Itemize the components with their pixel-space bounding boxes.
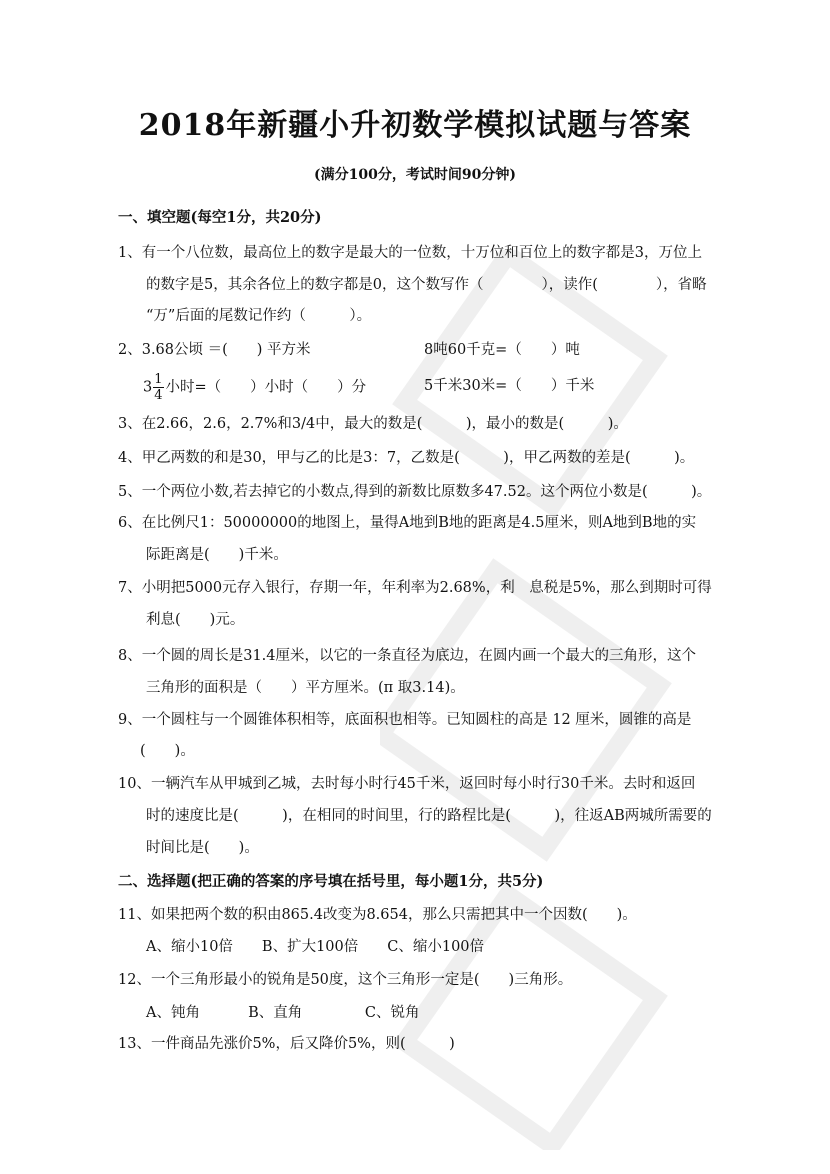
question-11: 11、如果把两个数的积由865.4改变为8.654，那么只需把其中一个因数( )。 — [118, 907, 637, 923]
question-10-line-3: 时间比是( )。 — [146, 840, 259, 856]
question-2-part-b: 8吨60千克=（ ）吨 — [424, 342, 580, 358]
question-8-line-1: 8、一个圆的周长是31.4厘米，以它的一条直径为底边，在圆内画一个最大的三角形，这个 — [118, 648, 697, 664]
question-13: 13、一件商品先涨价5%，后又降价5%，则( ) — [118, 1036, 455, 1052]
question-2-part-c — [143, 372, 366, 403]
question-11-options: A、缩小10倍 B、扩大100倍 C、缩小100倍 — [146, 939, 485, 955]
section-heading-choice: 二、选择题(把正确的答案的序号填在括号里，每小题1分，共5分) — [118, 873, 544, 890]
fraction: $\frac{1}{4}$ — [154, 372, 163, 403]
question-2-part-c-text: 小时=（ ）小时（ ）分 — [165, 379, 367, 396]
question-3: 3、在2.66，2.6，2.7%和3/4中，最大的数是( )，最小的数是( )。 — [118, 416, 628, 432]
section-heading-fill-in: 一、填空题(每空1分，共20分) — [118, 209, 322, 226]
question-5: 5、一个两位小数,若去掉它的小数点,得到的新数比原数多47.52。这个两位小数是( )。 — [118, 484, 712, 500]
question-1-line-1: 1、有一个八位数，最高位上的数字是最大的一位数，十万位和百位上的数字都是3，万位上 — [118, 245, 702, 261]
question-9-line-1: 9、一个圆柱与一个圆锥体积相等，底面积也相等。已知圆柱的高是 12 厘米，圆锥的高是 — [118, 712, 692, 728]
question-6-line-2: 际距离是( )千米。 — [146, 547, 288, 563]
question-7-line-1: 7、小明把5000元存入银行，存期一年，年利率为2.68%，利 息税是5%，那么到期时可得 — [118, 580, 712, 596]
question-2-part-d: 5千米30米=（ ）千米 — [424, 378, 595, 394]
page-subtitle: (满分100分，考试时间90分钟) — [314, 167, 516, 183]
question-12-options: A、钝角 B、直角 C、锐角 — [146, 1005, 420, 1021]
question-12: 12、一个三角形最小的锐角是50度，这个三角形一定是( )三角形。 — [118, 972, 573, 988]
question-10-line-2: 时的速度比是( )，在相同的时间里，行的路程比是( )，往返AB两城所需要的 — [146, 808, 712, 824]
question-1-line-2: 的数字是5，其余各位上的数字都是0，这个数写作（ ），读作( ），省略 — [146, 277, 707, 293]
question-8-line-2: 三角形的面积是（ ）平方厘米。(π 取3.14)。 — [146, 680, 465, 696]
question-10-line-1: 10、一辆汽车从甲城到乙城，去时每小时行45千米，返回时每小时行30千米。去时和返回 — [118, 776, 696, 792]
question-4: 4、甲乙两数的和是30，甲与乙的比是3：7，乙数是( )，甲乙两数的差是( )。 — [118, 450, 695, 466]
question-9-line-2: ( )。 — [140, 743, 195, 759]
question-6-line-1: 6、在比例尺1：50000000的地图上，量得A地到B地的距离是4.5厘米，则A地到B地的实 — [118, 515, 697, 531]
page-title: 2018年新疆小升初数学模拟试题与答案 — [138, 108, 692, 143]
question-7-line-2: 利息( )元。 — [146, 612, 245, 628]
question-2-part-a: 2、3.68公顷 ＝( ) 平方米 — [118, 342, 311, 358]
mixed-number-whole: 3 — [143, 379, 153, 396]
question-1-line-3: “万”后面的尾数记作约（ ）。 — [146, 308, 372, 324]
